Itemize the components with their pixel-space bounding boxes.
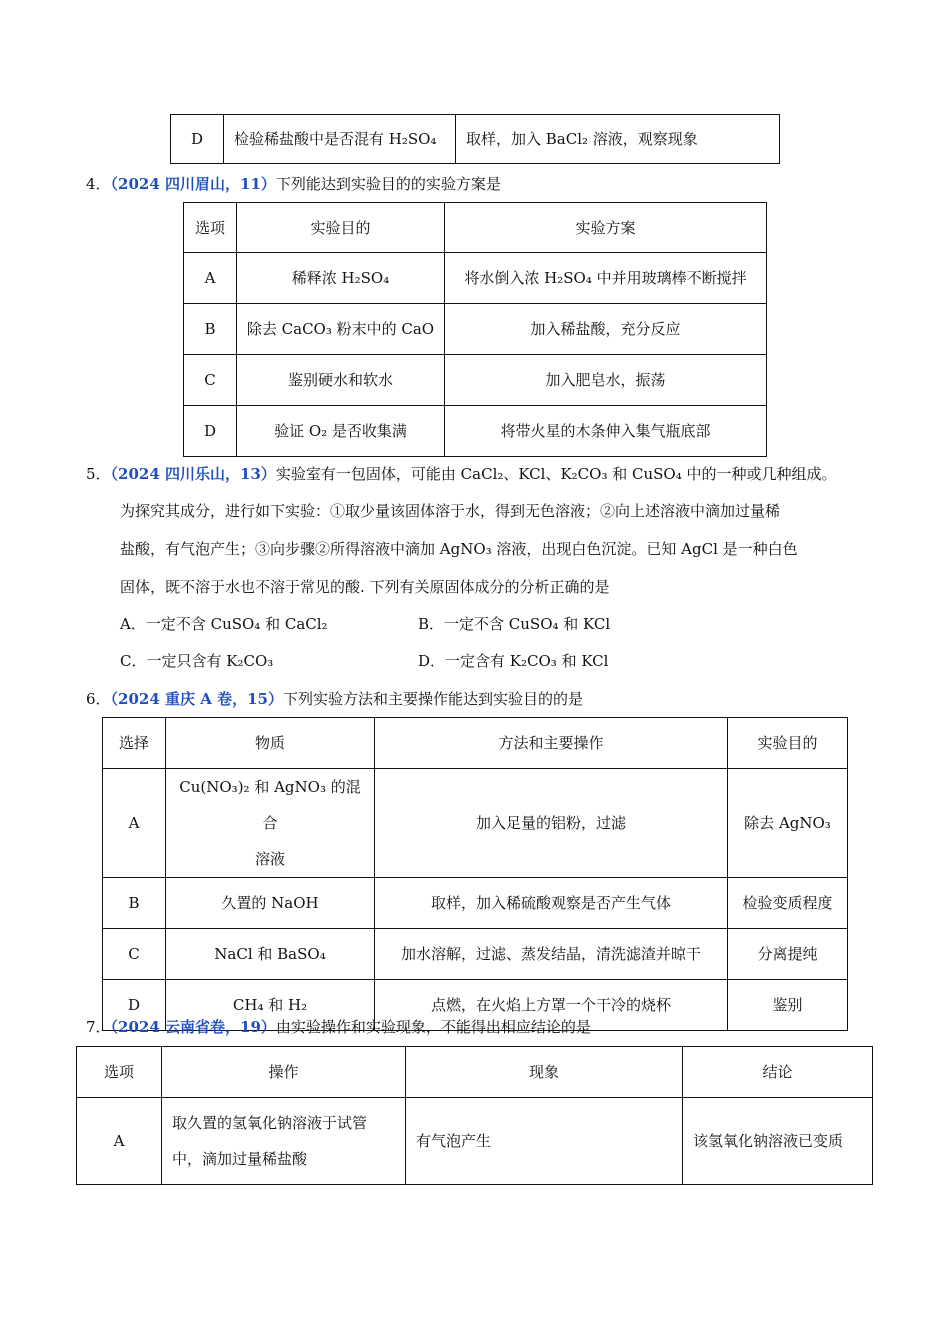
cell: 鉴别	[728, 980, 848, 1031]
question-stem: 下列实验方法和主要操作能达到实验目的的是	[282, 690, 583, 708]
header-cell: 选项	[184, 203, 237, 253]
cell: 点燃，在火焰上方罩一个干冷的烧杯	[375, 980, 728, 1031]
question-source: （2024 云南省卷，19）	[110, 1018, 276, 1036]
cell: 分离提纯	[728, 929, 848, 980]
cell-line: Cu(NO₃)₂ 和 AgNO₃ 的混合	[179, 778, 361, 832]
cell: 鉴别硬水和软水	[237, 355, 445, 406]
header-cell: 选项	[77, 1047, 162, 1098]
table-row	[184, 406, 767, 457]
cell: A	[77, 1098, 162, 1185]
question-source: （2024 重庆 A 卷，15）	[110, 690, 283, 708]
table-q3-tail	[170, 114, 780, 164]
cell: 该氢氧化钠溶液已变质	[683, 1098, 873, 1185]
cell: B	[184, 304, 237, 355]
question-4	[86, 173, 501, 195]
table-row	[184, 253, 767, 304]
option-b[interactable]: B．一定不含 CuSO₄ 和 KCl	[418, 615, 611, 633]
cell: D	[184, 406, 237, 457]
header-cell: 方法和主要操作	[375, 718, 728, 769]
cell: 加入足量的铝粉，过滤	[375, 769, 728, 878]
header-cell: 结论	[683, 1047, 873, 1098]
cell: 久置的 NaOH	[166, 878, 375, 929]
question-line: 盐酸，有气泡产生；③向步骤②所得溶液中滴加 AgNO₃ 溶液，出现白色沉淀。已知 AgCl 是一种白色	[120, 540, 798, 558]
cell-option: D	[171, 115, 224, 164]
cell-method: 取样，加入 BaCl₂ 溶液，观察现象	[456, 115, 780, 164]
table-q7	[76, 1046, 873, 1185]
cell-line: 取久置的氢氧化钠溶液于试管	[172, 1114, 368, 1132]
cell: 稀释浓 H₂SO₄	[237, 253, 445, 304]
cell: 取样，加入稀硫酸观察是否产生气体	[375, 878, 728, 929]
table-row	[184, 355, 767, 406]
option-d[interactable]: D．一定含有 K₂CO₃ 和 KCl	[418, 652, 609, 670]
question-number: 6．	[86, 690, 111, 708]
question-number: 4．	[86, 175, 111, 193]
cell: C	[103, 929, 166, 980]
cell-purpose: 检验稀盐酸中是否混有 H₂SO₄	[224, 115, 456, 164]
cell: 验证 O₂ 是否收集满	[237, 406, 445, 457]
header-cell: 物质	[166, 718, 375, 769]
question-6	[86, 688, 583, 710]
question-number: 5．	[86, 465, 111, 483]
cell-line: 溶液	[254, 850, 285, 868]
question-source: （2024 四川乐山，13）	[110, 465, 276, 483]
cell: CH₄ 和 H₂	[166, 980, 375, 1031]
table-q6	[102, 717, 848, 1031]
cell: 除去 AgNO₃	[728, 769, 848, 878]
cell: A	[184, 253, 237, 304]
table-row	[103, 769, 848, 878]
question-5	[86, 463, 837, 485]
question-stem: 由实验操作和实验现象，不能得出相应结论的是	[275, 1018, 591, 1036]
cell: 将带火星的木条伸入集气瓶底部	[445, 406, 767, 457]
header-cell: 实验目的	[237, 203, 445, 253]
cell: 加入肥皂水，振荡	[445, 355, 767, 406]
question-line: 为探究其成分，进行如下实验：①取少量该固体溶于水，得到无色溶液；②向上述溶液中滴加过量稀	[120, 502, 781, 520]
header-cell: 选择	[103, 718, 166, 769]
cell: NaCl 和 BaSO₄	[166, 929, 375, 980]
question-line: 固体，既不溶于水也不溶于常见的酸. 下列有关原固体成分的分析正确的是	[120, 578, 610, 596]
header-cell: 实验目的	[728, 718, 848, 769]
cell: 加水溶解，过滤、蒸发结晶，清洗滤渣并晾干	[375, 929, 728, 980]
table-row	[184, 304, 767, 355]
cell: 将水倒入浓 H₂SO₄ 中并用玻璃棒不断搅拌	[445, 253, 767, 304]
table-row	[103, 929, 848, 980]
question-stem: 下列能达到实验目的的实验方案是	[275, 175, 501, 193]
question-number: 7．	[86, 1018, 111, 1036]
question-source: （2024 四川眉山，11）	[110, 175, 276, 193]
header-cell: 现象	[406, 1047, 683, 1098]
cell-operation	[162, 1098, 406, 1185]
option-a[interactable]: A．一定不含 CuSO₄ 和 CaCl₂	[120, 615, 328, 633]
option-c[interactable]: C．一定只含有 K₂CO₃	[120, 652, 274, 670]
header-cell: 操作	[162, 1047, 406, 1098]
cell: A	[103, 769, 166, 878]
question-line: 实验室有一包固体，可能由 CaCl₂、KCl、K₂CO₃ 和 CuSO₄ 中的一种或几种组成。	[275, 465, 837, 483]
cell: 加入稀盐酸，充分反应	[445, 304, 767, 355]
cell: B	[103, 878, 166, 929]
table-q4	[183, 202, 767, 457]
cell: 检验变质程度	[728, 878, 848, 929]
question-7	[86, 1016, 591, 1038]
cell: 有气泡产生	[406, 1098, 683, 1185]
table-row	[77, 1098, 873, 1185]
table-row	[103, 878, 848, 929]
cell: C	[184, 355, 237, 406]
cell: 除去 CaCO₃ 粉末中的 CaO	[237, 304, 445, 355]
header-cell: 实验方案	[445, 203, 767, 253]
cell: D	[103, 980, 166, 1031]
cell-line: 中，滴加过量稀盐酸	[172, 1150, 308, 1168]
cell-substance	[166, 769, 375, 878]
